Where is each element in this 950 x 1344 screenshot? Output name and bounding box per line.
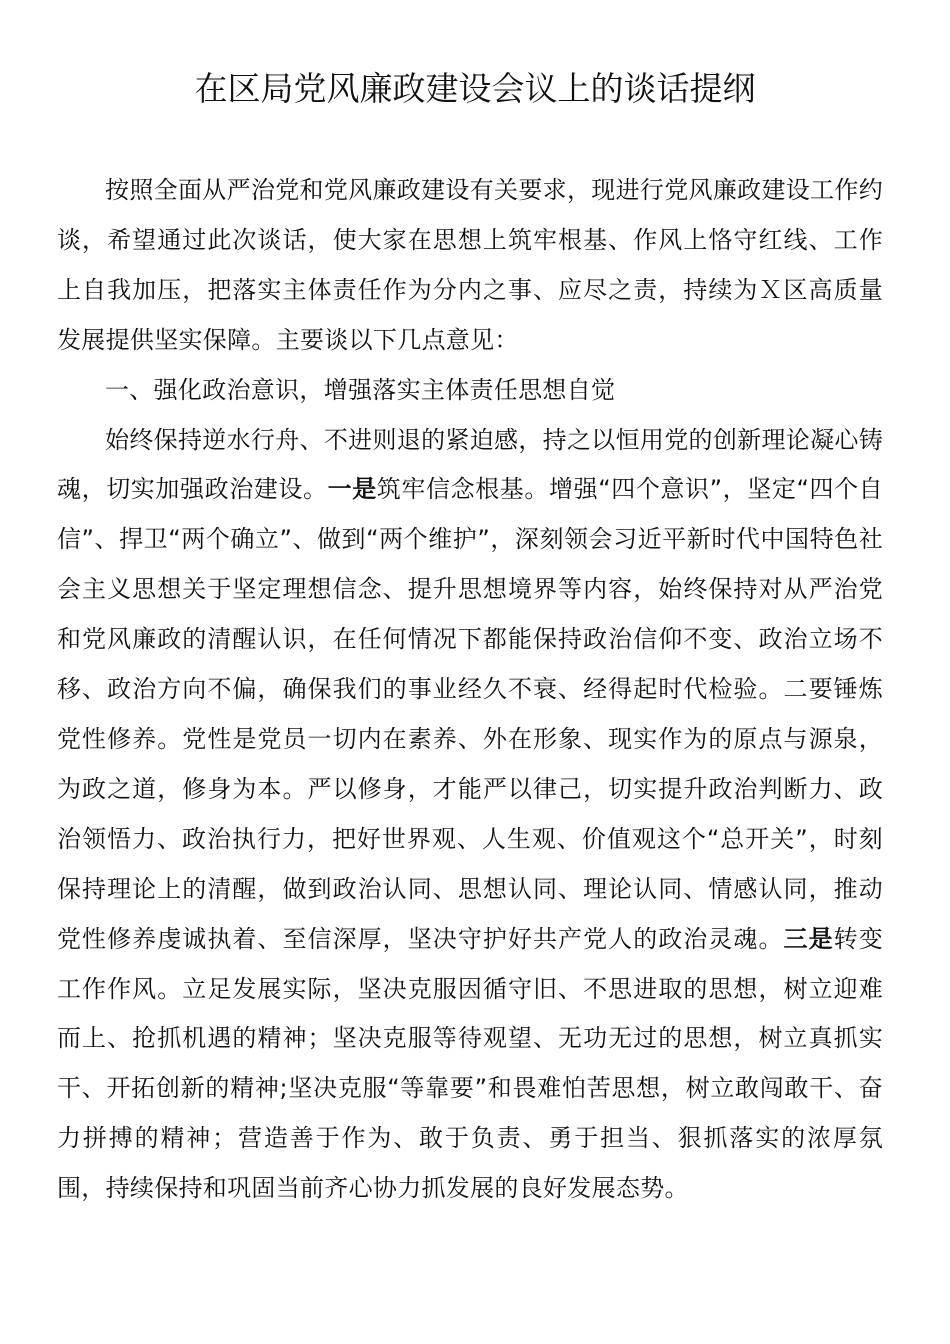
intro-paragraph: 按照全面从严治党和党风廉政建设有关要求，现进行党风廉政建设工作约谈，希望通过此次谈话，使大家在思想上筑牢根基、作风上恪守红线、工作上自我加压，把落实主体责任作为分内之事、应尽之责，持续为Ｘ区高质量发展提供坚实保障。主要谈以下几点意见： <box>57 176 883 354</box>
document-title: 在区局党风廉政建设会议上的谈话提纲 <box>194 69 756 108</box>
point-text-three: 转变工作作风。立足发展实际，坚决克服因循守旧、不思进取的思想，树立迎难而上、抢抓机遇的精神；坚决克服等待观望、无功无过的思想，树立真抓实干、开拓创新的精神;坚决克服“等靠要”和畏难怕苦思想，树立敢闯敢干、奋力拼搏的精神；营造善于作为、敢于负责、勇于担当、狠抓落实的浓厚氛围，持续保持和巩固当前齐心协力抓发展的良好发展态势。 <box>57 924 883 1203</box>
paragraph-lead: 始终保持逆水行舟、不进则退的紧迫感，持之以恒用党的创新理论凝心铸魂，切实加强政治建设。 <box>57 425 883 504</box>
point-text-one-two: 筑牢信念根基。增强“四个意识”，坚定“四个自信”、捍卫“两个确立”、做到“两个维护”，深刻领会习近平新时代中国特色社会主义思想关于坚定理想信念、提升思想境界等内容，始终保持对从严治党和党风廉政的清醒认识，在任何情况下都能保持政治信仰不变、政治立场不移、政治方向不偏，确保我们的事业经久不衰、经得起时代检验。二要锤炼党性修养。党性是党员一切内在素养、外在形象、现实作为的原点与源泉，为政之道，修身为本。严以修身，才能严以律己，切实提升政治判断力、政治领悟力、政治执行力，把好世界观、人生观、价值观这个“总开关”，时刻保持理论上的清醒，做到政治认同、思想认同、理论认同、情感认同，推动党性修养虔诚执着、至信深厚，坚决守护好共产党人的政治灵魂。 <box>57 475 883 953</box>
section-heading: 一、强化政治意识，增强落实主体责任思想自觉 <box>105 375 616 404</box>
section-paragraph <box>57 416 883 1215</box>
document-body <box>57 166 883 1214</box>
point-marker-one: 一是 <box>327 475 377 504</box>
point-marker-three: 三是 <box>783 924 834 953</box>
